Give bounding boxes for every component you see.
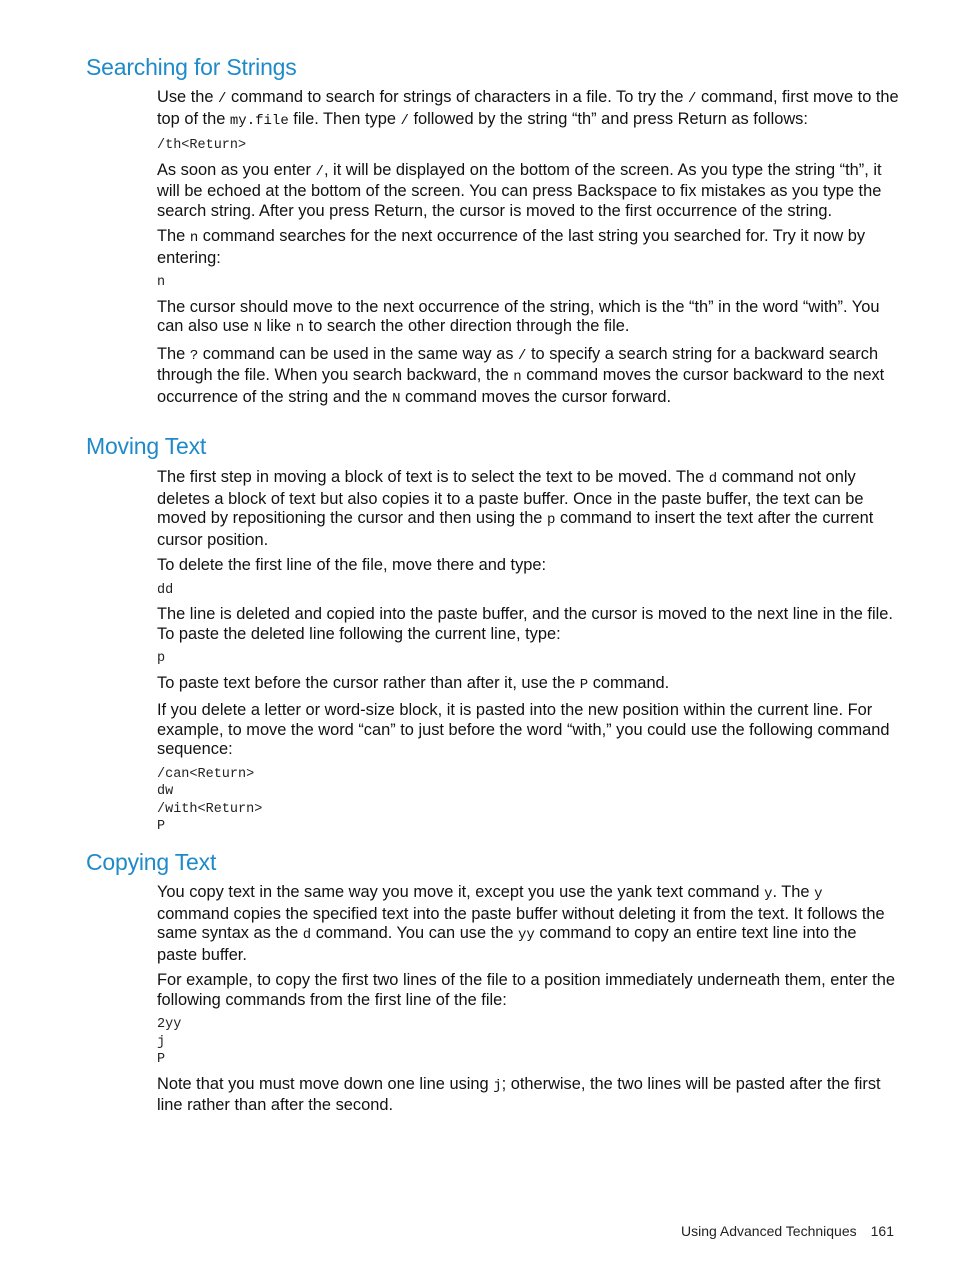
paragraph: The first step in moving a block of text is to select the text to be moved. The d command not only deletes a block of text but also copies it to a paste buffer. Once in the paste buffer, the text can be moved by repositioning the cursor and then using the p command to insert the text after the current cursor position. [157,468,874,549]
paragraph: The cursor should move to the next occurrence of the string, which is the “th” in the word “with”. You can also use N like n to search the other direction through the file. [157,297,880,336]
code-block: /can<Return> dw /with<Return> P [157,766,263,834]
code-block: n [157,275,166,290]
paragraph: If you delete a letter or word-size block, it is pasted into the new position within the current line. For example, to move the word “can” to just before the word “with,” you could use the following command sequence: [157,701,890,758]
footer-chapter-title: Using Advanced Techniques [680,1223,857,1239]
section-searching [157,88,899,415]
paragraph: Use the / command to search for strings of characters in a file. To try the / command, first move to the top of the my.file file. Then type / followed by the string “th” and press Return as follows: [157,88,899,129]
paragraph: The ? command can be used in the same way as / to specify a search string for a backward search through the file. When you search backward, the n command moves the cursor backward to the next occurrence of the string and the N command moves the cursor forward. [157,344,885,407]
code-block: dd [157,582,174,598]
paragraph: The n command searches for the next occurrence of the last string you searched for. Try it now by entering: [157,227,866,267]
paragraph: Note that you must move down one line using j; otherwise, the two lines will be pasted after the first line rather than after the second. [157,1074,881,1114]
heading-searching-for-strings: Searching for Strings [86,54,297,80]
heading-moving-text: Moving Text [86,433,207,459]
page-number: 161 [870,1223,894,1239]
paragraph: As soon as you enter /, it will be displayed on the bottom of the screen. As you type the string “th”, it will be echoed at the bottom of the screen. You can press Backspace to fix mistakes as you type the search string. After you press Return, the cursor is moved to the first occurrence of the string. [157,160,882,220]
section-moving [157,468,899,842]
paragraph: To paste text before the cursor rather than after it, use the P command. [157,673,670,693]
code-block: p [157,651,166,666]
heading-copying-text: Copying Text [86,849,217,875]
section-copying [157,883,899,1122]
paragraph: For example, to copy the first two lines of the file to a position immediately underneath them, enter the following commands from the first line of the file: [157,971,895,1009]
paragraph: You copy text in the same way you move it, except you use the yank text command y. The y command copies the specified text into the paste buffer without deleting it from the text. It follows the same syntax as the d command. You can use the yy command to copy an entire text line into the paste buffer. [157,883,885,964]
paragraph: To delete the first line of the file, move there and type: [157,556,547,574]
code-block: /th<Return> [157,138,247,153]
page-footer [681,1223,894,1239]
code-block: 2yy j P [157,1017,182,1067]
paragraph: The line is deleted and copied into the paste buffer, and the cursor is moved to the next line in the file. To paste the deleted line following the current line, type: [157,605,893,643]
